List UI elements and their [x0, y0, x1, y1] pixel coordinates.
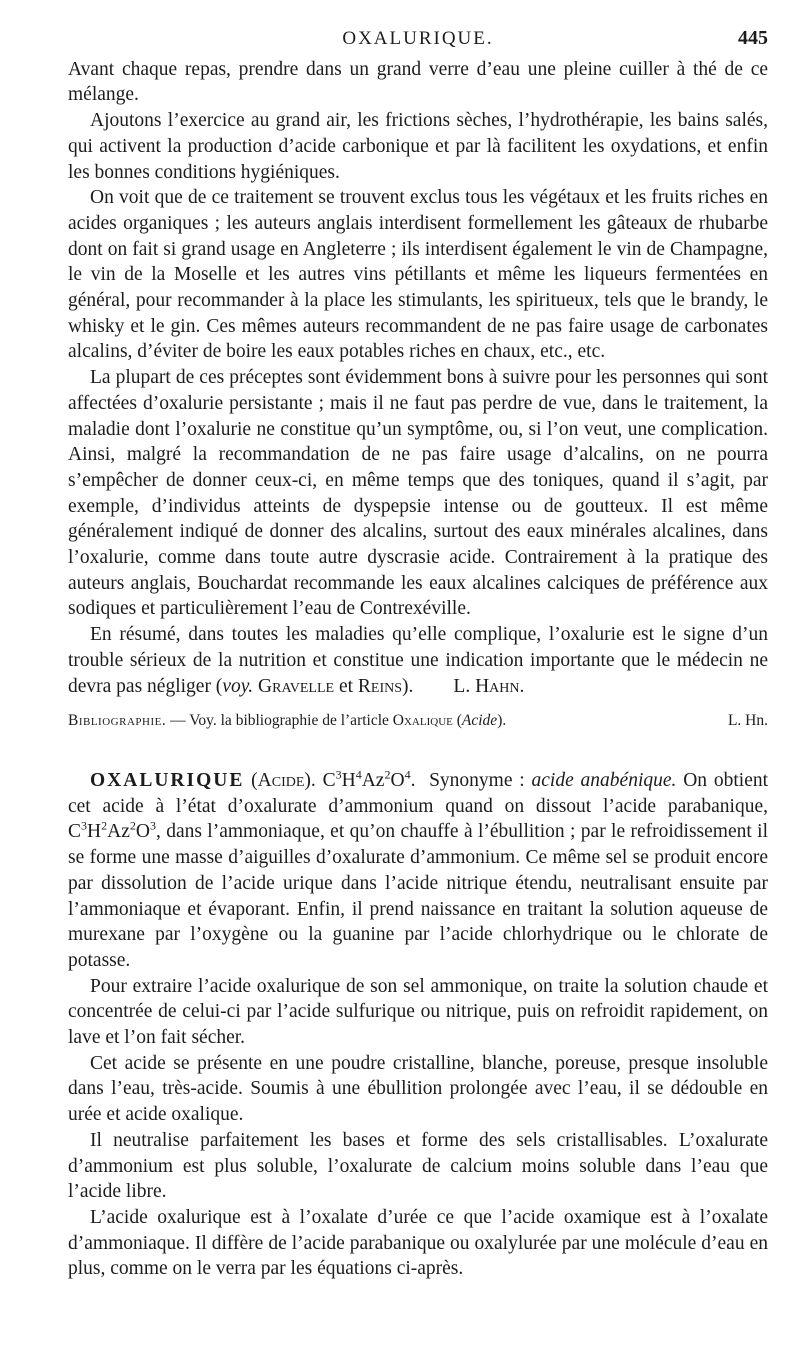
voy-abbrev: voy.	[222, 675, 254, 697]
bibliography-line: Bibliographie. — Voy. la bibliographie de l’article Oxalique (Acide). L. Hn.	[68, 708, 768, 734]
entry-salts-paragraph: Il neutralise parfaitement les bases et forme des sels cristallisables. L’oxalurate d’ammonium est plus soluble, l’oxalurate de calcium moins soluble dans l’eau que l’acide libre.	[68, 1129, 768, 1203]
bibliography-author: L. Hn.	[727, 712, 768, 730]
paragraph-precepts: La plupart de ces préceptes sont évidemment bons à suivre pour les personnes qui sont affectées d’oxalurie persistante ; mais il ne faut pas perdre de vue, dans le traitement, la maladie dont l’oxalurie ne constitue qu’un symptôme, ou, si l’on veut, une complication. Ainsi, malgré la recommandation de ne pas faire usage d’alcalins, on ne pourra s’empêcher de donner ceux-ci, en même temps que des toniques, quand il s’agit, par exemple, d’individus atteints de dyspepsie intense ou de goutteux. Il est même généralement indiqué de donner des alcalins, surtout des eaux minérales alcalines, dans l’oxalurie, comme dans toute autre dyscrasie acide. Contrairement à la pratique des auteurs anglais, Bouchardat recommande les eaux alcalines calciques de préférence aux sodiques et particulièrement l’eau de Contrexéville.	[68, 367, 768, 620]
running-header	[68, 26, 768, 52]
paragraph-dosage: Avant chaque repas, prendre dans un grand verre d’eau une pleine cuiller à thé de ce mélange.	[68, 58, 768, 106]
synonym: acide anabénique.	[531, 769, 677, 791]
cross-ref-reins: Reins	[357, 675, 403, 697]
paragraph-summary: En résumé, dans toutes les maladies qu’elle complique, l’oxalurie est le signe d’un trouble sérieux de la nutrition et constitue une indication importante que le médecin ne devra pas négliger (voy. Gravelle et Reins). L. Hahn.	[68, 624, 768, 697]
page-number: 445	[738, 27, 768, 49]
paragraph-exercise: Ajoutons l’exercice au grand air, les frictions sèches, l’hydrothérapie, les bains salés, qui activent la production d’acide carbonique et par là facilitent les oxydations, et enfin les bonnes conditions hygiéniques.	[68, 110, 768, 183]
bibliography-ref: Oxalique	[392, 712, 453, 730]
running-title: OXALURIQUE.	[342, 28, 494, 49]
entry-intro-paragraph: OXALURIQUE (Acide). $C^3H^4Az^2O^4$. Synonyme : acide anabénique. On obtient cet acide à l’état d’oxalurate d’ammonium quand on dissout l’acide parabanique, $C^3H^2Az^2O^3$, dans l’ammoniaque, et qu’on chauffe à l’ébullition ; par le refroidissement il se forme une masse d’aiguilles d’oxalurate d’ammonium. Ce même sel se produit encore par dissolution de l’acide urique dans l’acide nitrique étendu, neutralisant ensuite par l’ammoniaque et évaporant. Enfin, il prend naissance en traitant la solution aqueuse de murexane par l’oxygène ou la guanine par l’acide chlorhydrique ou le chlorate de potasse.	[68, 767, 769, 971]
bibliography-label: Bibliographie.	[68, 712, 167, 730]
entry-properties-paragraph: Cet acide se présente en une poudre cristalline, blanche, poreuse, presque insoluble dans l’eau, très-acide. Soumis à une ébullition prolongée avec l’eau, il se dédouble en urée et acide oxalique.	[68, 1052, 768, 1126]
chemical-formula: $C^3H^4Az^2O^4$	[322, 767, 411, 791]
cross-ref-gravelle: Gravelle	[258, 675, 335, 697]
parabanic-formula: $C^3H^2Az^2O^3$	[68, 818, 156, 843]
page	[68, 26, 768, 1282]
entry-extraction-paragraph: Pour extraire l’acide oxalurique de son sel ammonique, on traite la solution chaude et concentrée de celui-ci par l’acide sulfurique ou nitrique, puis on refroidit rapidement, on lave et l’on fait sécher.	[68, 975, 768, 1049]
author-signature: L. Hahn.	[453, 675, 525, 697]
entry-oxalurique	[68, 768, 768, 1282]
entry-headword: OXALURIQUE	[90, 769, 245, 791]
entry-comparison-paragraph: L’acide oxalurique est à l’oxalate d’urée ce que l’acide oxamique est à l’oxalate d’ammoniaque. Il diffère de l’acide parabanique ou oxalylurée par une molécule d’eau en plus, comme on le verra par les équations ci-après.	[68, 1206, 768, 1280]
entry-category: Acide	[257, 769, 305, 791]
paragraph-exclusions: On voit que de ce traitement se trouvent exclus tous les végétaux et les fruits riches en acides organiques ; les auteurs anglais interdisent formellement les gâteaux de rhubarbe dont on fait si grand usage en Angleterre ; ils interdisent également le vin de Champagne, le vin de la Moselle et les autres vins pétillants et même les liqueurs fermentées en général, pour recommander à la place les stimulants, les spiritueux, tels que le brandy, le whisky et le gin. Ces mêmes auteurs recommandent de ne pas faire usage de carbonates alcalins, d’éviter de boire les eaux potables riches en chaux, etc., etc.	[68, 187, 768, 363]
bibliography-ref-acide: Acide	[461, 712, 498, 730]
